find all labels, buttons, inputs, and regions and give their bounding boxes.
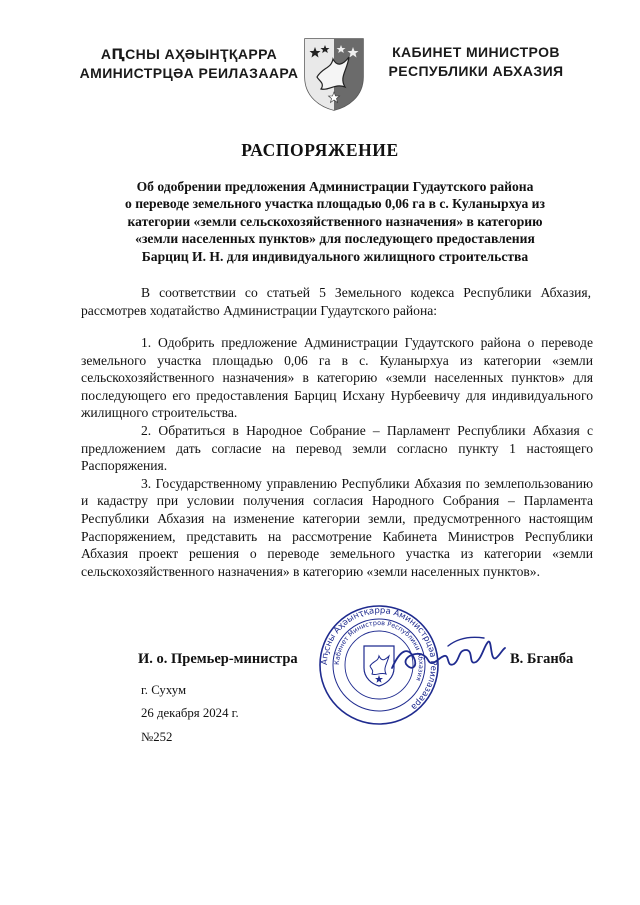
header-right-line-1: КАБИНЕТ МИНИСТРОВ (392, 44, 560, 60)
subject-line: категории «земли сельскохозяйственного назначения» в категорию (127, 213, 543, 229)
header-abkhaz-title (78, 45, 300, 83)
subject-line: Барциц И. Н. для индивидуального жилищного строительства (141, 248, 529, 264)
document-city: г. Сухум (141, 683, 187, 697)
header-right-line-2: РЕСПУБЛИКИ АБХАЗИЯ (388, 63, 564, 79)
order-items (81, 334, 593, 580)
subject-line: о переводе земельного участка площадью 0,06 га в с. Куланырхуа из (125, 196, 545, 212)
document-title: РАСПОРЯЖЕНИЕ (241, 140, 399, 160)
handwritten-signature (388, 628, 508, 678)
subject-line: «земли населенных пунктов» для последующего предоставления (135, 231, 535, 247)
order-item-3: 3. Государственному управлению Республики Абхазия по землепользованию и кадастру при условии получения согласия Народного Собрания – Парламента Республики Абхазия на изменение категории земли, предусмотренного настоящим Распоряжением, представить на рассмотрение Кабинета Министров Республики Абхазия проект решения о переводе земельного участка из категории «земли сельскохозяйственного назначения» в категорию «земли населенных пунктов». (81, 475, 593, 579)
header-russian-title (380, 43, 572, 81)
document-number: №252 (141, 730, 173, 744)
subject-line: Об одобрении предложения Администрации Гудаутского района (136, 179, 534, 194)
header-left-line-1: АԤСНЫ АҲӘЫНҬҚАРРА (100, 46, 278, 62)
order-item-2: 2. Обратиться в Народное Собрание – Парламент Республики Абхазия с предложением дать согласие на перевод земли согласно пункту 1 настоящего Распоряжения. (81, 422, 593, 474)
coat-of-arms-emblem (303, 37, 365, 111)
signatory-role: И. о. Премьер-министра (138, 651, 298, 667)
seal-inner-text: Кабинет Министров Республики Абхазия (332, 618, 426, 683)
seal-outer-text: Аҧсны Аҳәынҭқарра Аминистрцәа Реилазаара (319, 605, 439, 712)
header-left-line-2: АМИНИСТРЦӘА РЕИЛАЗААРА (79, 65, 299, 81)
signatory-name: В. Бганба (510, 651, 574, 667)
order-item-1: 1. Одобрить предложение Администрации Гудаутского района о переводе земельного участка площадью 0,06 га в с. Куланырхуа из категории «земли сельскохозяйственного назначения» в категорию «земли населенных пунктов» для последующего его предоставления Барциц Исхану Нурбеевичу для индивидуального жилищного строительства. (81, 335, 593, 421)
document-date: 26 декабря 2024 г. (141, 706, 239, 720)
document-subject (90, 178, 580, 265)
intro-paragraph: В соответствии со статьей 5 Земельного кодекса Республики Абхазия, рассмотрев ходатайство Администрации Гудаутского района: (81, 285, 591, 318)
